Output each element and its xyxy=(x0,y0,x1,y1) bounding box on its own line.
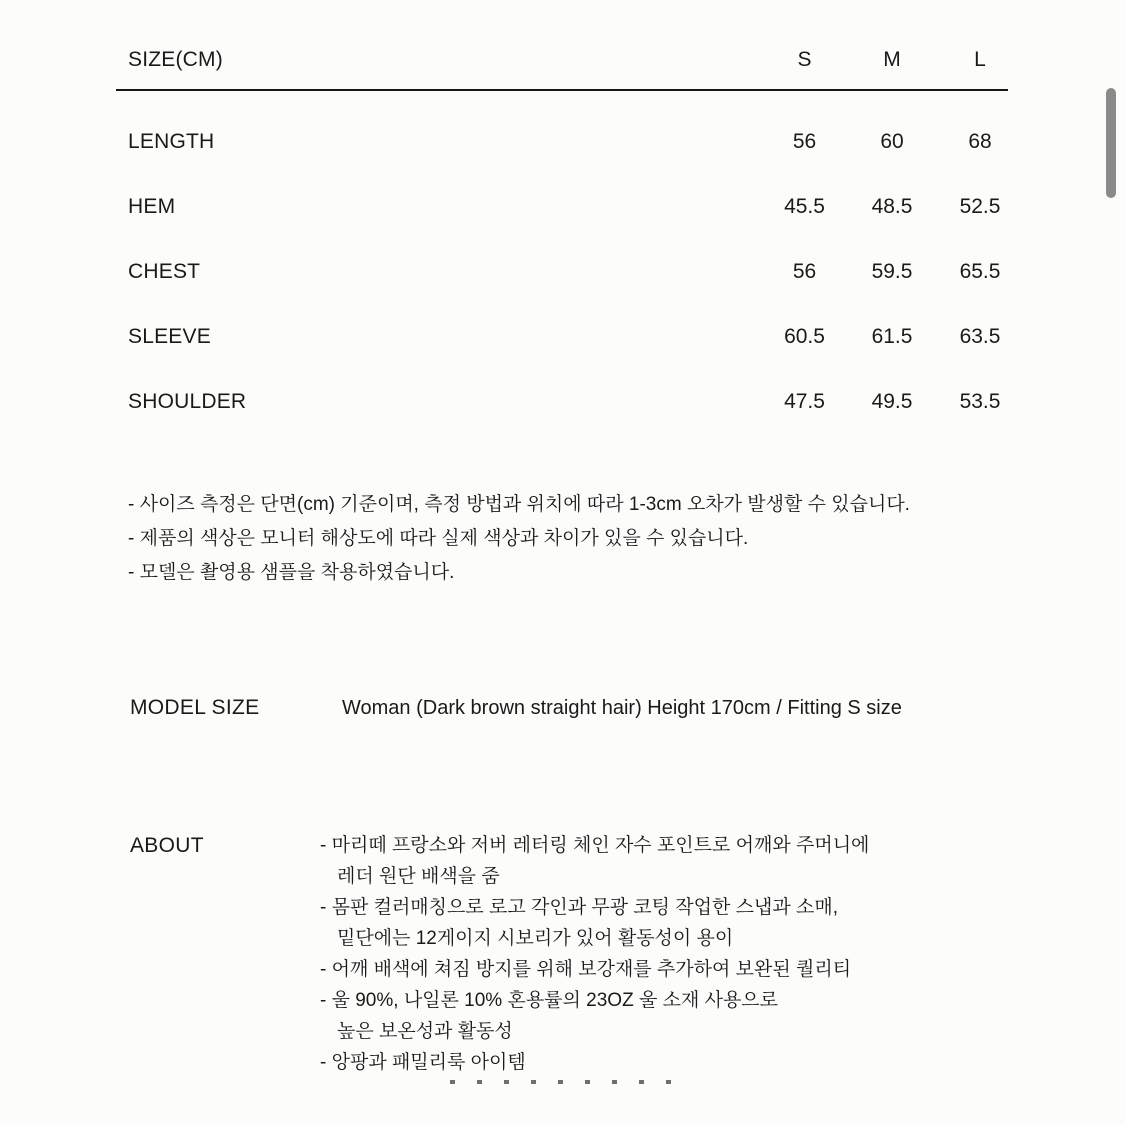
about-line: - 울 90%, 나일론 10% 혼용률의 23OZ 울 소재 사용으로 xyxy=(320,990,779,1011)
note-line: - 사이즈 측정은 단면(cm) 기준이며, 측정 방법과 위치에 따라 1-3cm 오차가 발생할 수 있습니다. xyxy=(128,494,910,515)
model-size-value: Woman (Dark brown straight hair) Height 170cm / Fitting S size xyxy=(342,697,902,719)
table-row-shoulder xyxy=(116,387,1024,416)
about-line: - 어깨 배색에 쳐짐 방지를 위해 보강재를 추가하여 보완된 퀄리티 xyxy=(320,959,852,980)
about-line: - 앙팡과 패밀리룩 아이템 xyxy=(320,1052,526,1073)
table-row-chest xyxy=(116,257,1024,286)
about-line: 레더 원단 배색을 줌 xyxy=(337,866,500,887)
model-size-label: MODEL SIZE xyxy=(130,696,260,719)
about-section xyxy=(130,830,1020,1078)
table-row-length xyxy=(116,127,1024,156)
size-table-body xyxy=(116,127,1024,416)
model-size-section xyxy=(130,694,1020,722)
about-line: - 마리떼 프랑소와 저버 레터링 체인 자수 포인트로 어깨와 주머니에 xyxy=(320,835,870,856)
size-table-header xyxy=(116,46,1024,74)
cell-value: 60.5 xyxy=(784,324,825,348)
cell-value: 47.5 xyxy=(784,389,825,413)
size-table-divider xyxy=(116,89,1008,91)
cell-value: 48.5 xyxy=(871,194,913,218)
cell-value: 45.5 xyxy=(784,194,825,218)
row-label: SLEEVE xyxy=(128,324,211,348)
size-notes xyxy=(128,488,1008,590)
note-line: - 제품의 색상은 모니터 해상도에 따라 실제 색상과 차이가 있을 수 있습니다. xyxy=(128,528,749,549)
row-label: HEM xyxy=(128,194,176,218)
note-line: - 모델은 촬영용 샘플을 착용하였습니다. xyxy=(128,562,455,583)
about-label: ABOUT xyxy=(130,834,204,857)
scrollbar-thumb[interactable] xyxy=(1106,88,1116,198)
table-row-sleeve xyxy=(116,322,1024,351)
cell-value: 52.5 xyxy=(959,194,1001,218)
cell-value: 59.5 xyxy=(871,259,913,283)
cell-value: 61.5 xyxy=(871,324,913,348)
row-label: LENGTH xyxy=(128,129,215,153)
cell-value: 68 xyxy=(968,129,992,153)
about-line: 높은 보온성과 활동성 xyxy=(337,1021,513,1042)
clipped-next-line xyxy=(450,1080,690,1084)
size-column-l: L xyxy=(974,48,986,71)
size-column-m: M xyxy=(883,48,901,71)
cell-value: 60 xyxy=(880,129,904,153)
about-description xyxy=(320,830,1020,1078)
table-row-hem xyxy=(116,192,1024,221)
cell-value: 63.5 xyxy=(959,324,1001,348)
cell-value: 49.5 xyxy=(871,389,913,413)
about-line: - 몸판 컬러매칭으로 로고 각인과 무광 코팅 작업한 스냅과 소매, xyxy=(320,897,838,918)
row-label: CHEST xyxy=(128,259,201,283)
size-table-title: SIZE(CM) xyxy=(128,48,223,71)
cell-value: 65.5 xyxy=(959,259,1001,283)
row-label: SHOULDER xyxy=(128,389,247,413)
size-table xyxy=(116,46,1024,416)
about-line: 밑단에는 12게이지 시보리가 있어 활동성이 용이 xyxy=(337,928,734,949)
cell-value: 56 xyxy=(792,259,817,283)
size-column-s: S xyxy=(797,48,812,71)
cell-value: 56 xyxy=(792,129,817,153)
cell-value: 53.5 xyxy=(959,389,1001,413)
